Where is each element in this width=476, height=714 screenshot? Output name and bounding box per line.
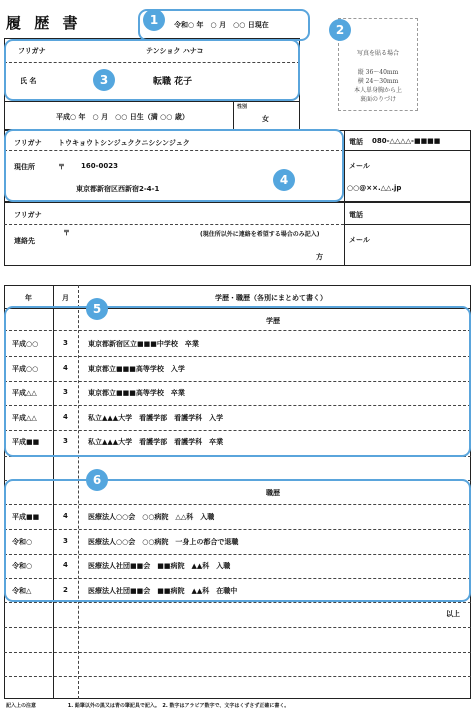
- education-row-year[interactable]: 平成△△: [12, 413, 37, 422]
- col-history-header: 学歴・職歴（各別にまとめて書く）: [215, 294, 327, 302]
- contact-label: 連絡先: [14, 237, 35, 245]
- badge-2: 2: [329, 19, 351, 41]
- photo-width: 横 24〜30mm: [357, 78, 399, 85]
- end-mark: 以上: [446, 610, 460, 618]
- education-row-month[interactable]: 3: [63, 437, 68, 445]
- contact-furigana-label: フリガナ: [14, 211, 42, 219]
- photo-subject: 本人単身胸から上: [353, 87, 402, 94]
- history-row-line: [4, 602, 471, 603]
- personal-name-divider: [4, 101, 300, 102]
- postal-code[interactable]: 160-0023: [81, 162, 118, 170]
- work-row-month[interactable]: 2: [63, 585, 68, 594]
- phone-value[interactable]: 080-△△△△-■■■■: [372, 137, 441, 145]
- resume-title: 履 歴 書: [6, 14, 82, 32]
- work-row-year[interactable]: 令和○: [12, 562, 33, 570]
- education-row-text[interactable]: 東京都立■■■高等学校 入学: [88, 364, 185, 373]
- work-row-text[interactable]: 医療法人○○会 ○○病院 一身上の都合で退職: [88, 537, 239, 546]
- work-row-year[interactable]: 令和△: [12, 586, 32, 595]
- sex-value[interactable]: 女: [262, 115, 269, 123]
- history-row-line: [4, 652, 471, 653]
- contact-suffix: 方: [316, 253, 323, 261]
- postal-mark: 〒: [58, 163, 65, 171]
- contact-note: (現住所以外に連絡を希望する場合のみ記入): [200, 231, 320, 238]
- footer-note: [6, 702, 289, 709]
- education-row-month[interactable]: 4: [63, 363, 68, 372]
- address-furigana-label: フリガナ: [14, 139, 42, 147]
- col-year-header: 年: [25, 294, 32, 302]
- badge-6: 6: [86, 469, 108, 491]
- contact-phone-label: 電話: [349, 211, 363, 219]
- badge-3: 3: [93, 69, 115, 91]
- footer-text: 1. 鉛筆以外の黒又は青の筆記具で記入。 2. 数字はアラビア数字で、文字はくずさず正確に書く。: [67, 703, 290, 709]
- work-row-month[interactable]: 3: [63, 536, 68, 545]
- education-row-month[interactable]: 3: [63, 388, 68, 396]
- education-row-year[interactable]: 平成△△: [12, 389, 37, 397]
- callout-work: [4, 479, 471, 602]
- contact-furigana-divider: [4, 224, 344, 225]
- birth-date[interactable]: 平成○ 年 ○ 月 ○○ 日生（満 ○○ 歳）: [56, 113, 189, 121]
- contact-phone-divider: [344, 224, 471, 225]
- date-line: 令和○ 年 ○ 月 ○○ 日現在: [174, 21, 269, 29]
- education-row-text[interactable]: 私立▲▲▲大学 看護学部 看護学科 入学: [88, 413, 224, 422]
- photo-glue: 裏面のりづけ: [359, 96, 396, 103]
- education-row-year[interactable]: 平成■■: [12, 438, 40, 446]
- email-value[interactable]: ○○@××.△△.jp: [347, 184, 402, 192]
- education-row-year[interactable]: 平成○○: [12, 340, 39, 348]
- sex-label: 性別: [237, 104, 248, 110]
- work-title: 職歴: [266, 489, 280, 497]
- education-row-month[interactable]: 3: [63, 339, 68, 347]
- work-row-year[interactable]: 平成■■: [12, 513, 40, 521]
- education-row-text[interactable]: 私立▲▲▲大学 看護学部 看護学科 卒業: [88, 438, 224, 446]
- photo-height: 縦 36〜40mm: [357, 69, 399, 76]
- col-month-header: 月: [62, 294, 69, 302]
- education-row-text[interactable]: 東京都立■■■高等学校 卒業: [88, 389, 185, 397]
- work-row-month[interactable]: 4: [63, 561, 68, 569]
- education-title: 学歴: [266, 317, 280, 325]
- photo-note: 写真を貼る場合: [356, 50, 399, 57]
- badge-4: 4: [273, 169, 295, 191]
- callout-education: [4, 306, 471, 457]
- contact-email-label: メール: [349, 236, 370, 244]
- phone-email-divider: [344, 150, 471, 151]
- personal-name-label: 氏 名: [20, 77, 37, 85]
- footer-label: 記入上の注意: [6, 703, 37, 709]
- personal-furigana-value[interactable]: テンショク ハナコ: [146, 47, 204, 55]
- address-furigana-value[interactable]: トウキョウトシンジュククニシシンジュク: [58, 139, 190, 147]
- education-row-text[interactable]: 東京都新宿区立■■■中学校 卒業: [88, 340, 199, 348]
- email-label: メール: [349, 162, 370, 170]
- work-row-month[interactable]: 4: [63, 512, 68, 520]
- work-row-text[interactable]: 医療法人○○会 ○○病院 △△科 入職: [88, 513, 215, 521]
- education-row-month[interactable]: 4: [63, 412, 68, 421]
- address-value[interactable]: 東京都新宿区西新宿2-4-1: [76, 185, 160, 193]
- callout-address: [4, 129, 344, 202]
- work-row-text[interactable]: 医療法人社団■■会 ■■病院 ▲▲科 入職: [88, 562, 231, 570]
- sex-divider: [233, 101, 234, 130]
- personal-name-value[interactable]: 転職 花子: [153, 77, 193, 87]
- history-row-line: [4, 676, 471, 677]
- education-row-year[interactable]: 平成○○: [12, 364, 39, 373]
- history-row-line: [4, 627, 471, 628]
- badge-5: 5: [86, 298, 108, 320]
- work-row-year[interactable]: 令和○: [12, 537, 33, 546]
- phone-label: 電話: [349, 138, 363, 146]
- address-label: 現住所: [14, 163, 35, 171]
- work-row-text[interactable]: 医療法人社団■■会 ■■病院 ▲▲科 在職中: [88, 586, 238, 595]
- callout-name: [4, 39, 300, 101]
- contact-postal-mark: 〒: [63, 229, 70, 237]
- personal-furigana-label: フリガナ: [18, 47, 46, 55]
- badge-1: 1: [143, 9, 165, 31]
